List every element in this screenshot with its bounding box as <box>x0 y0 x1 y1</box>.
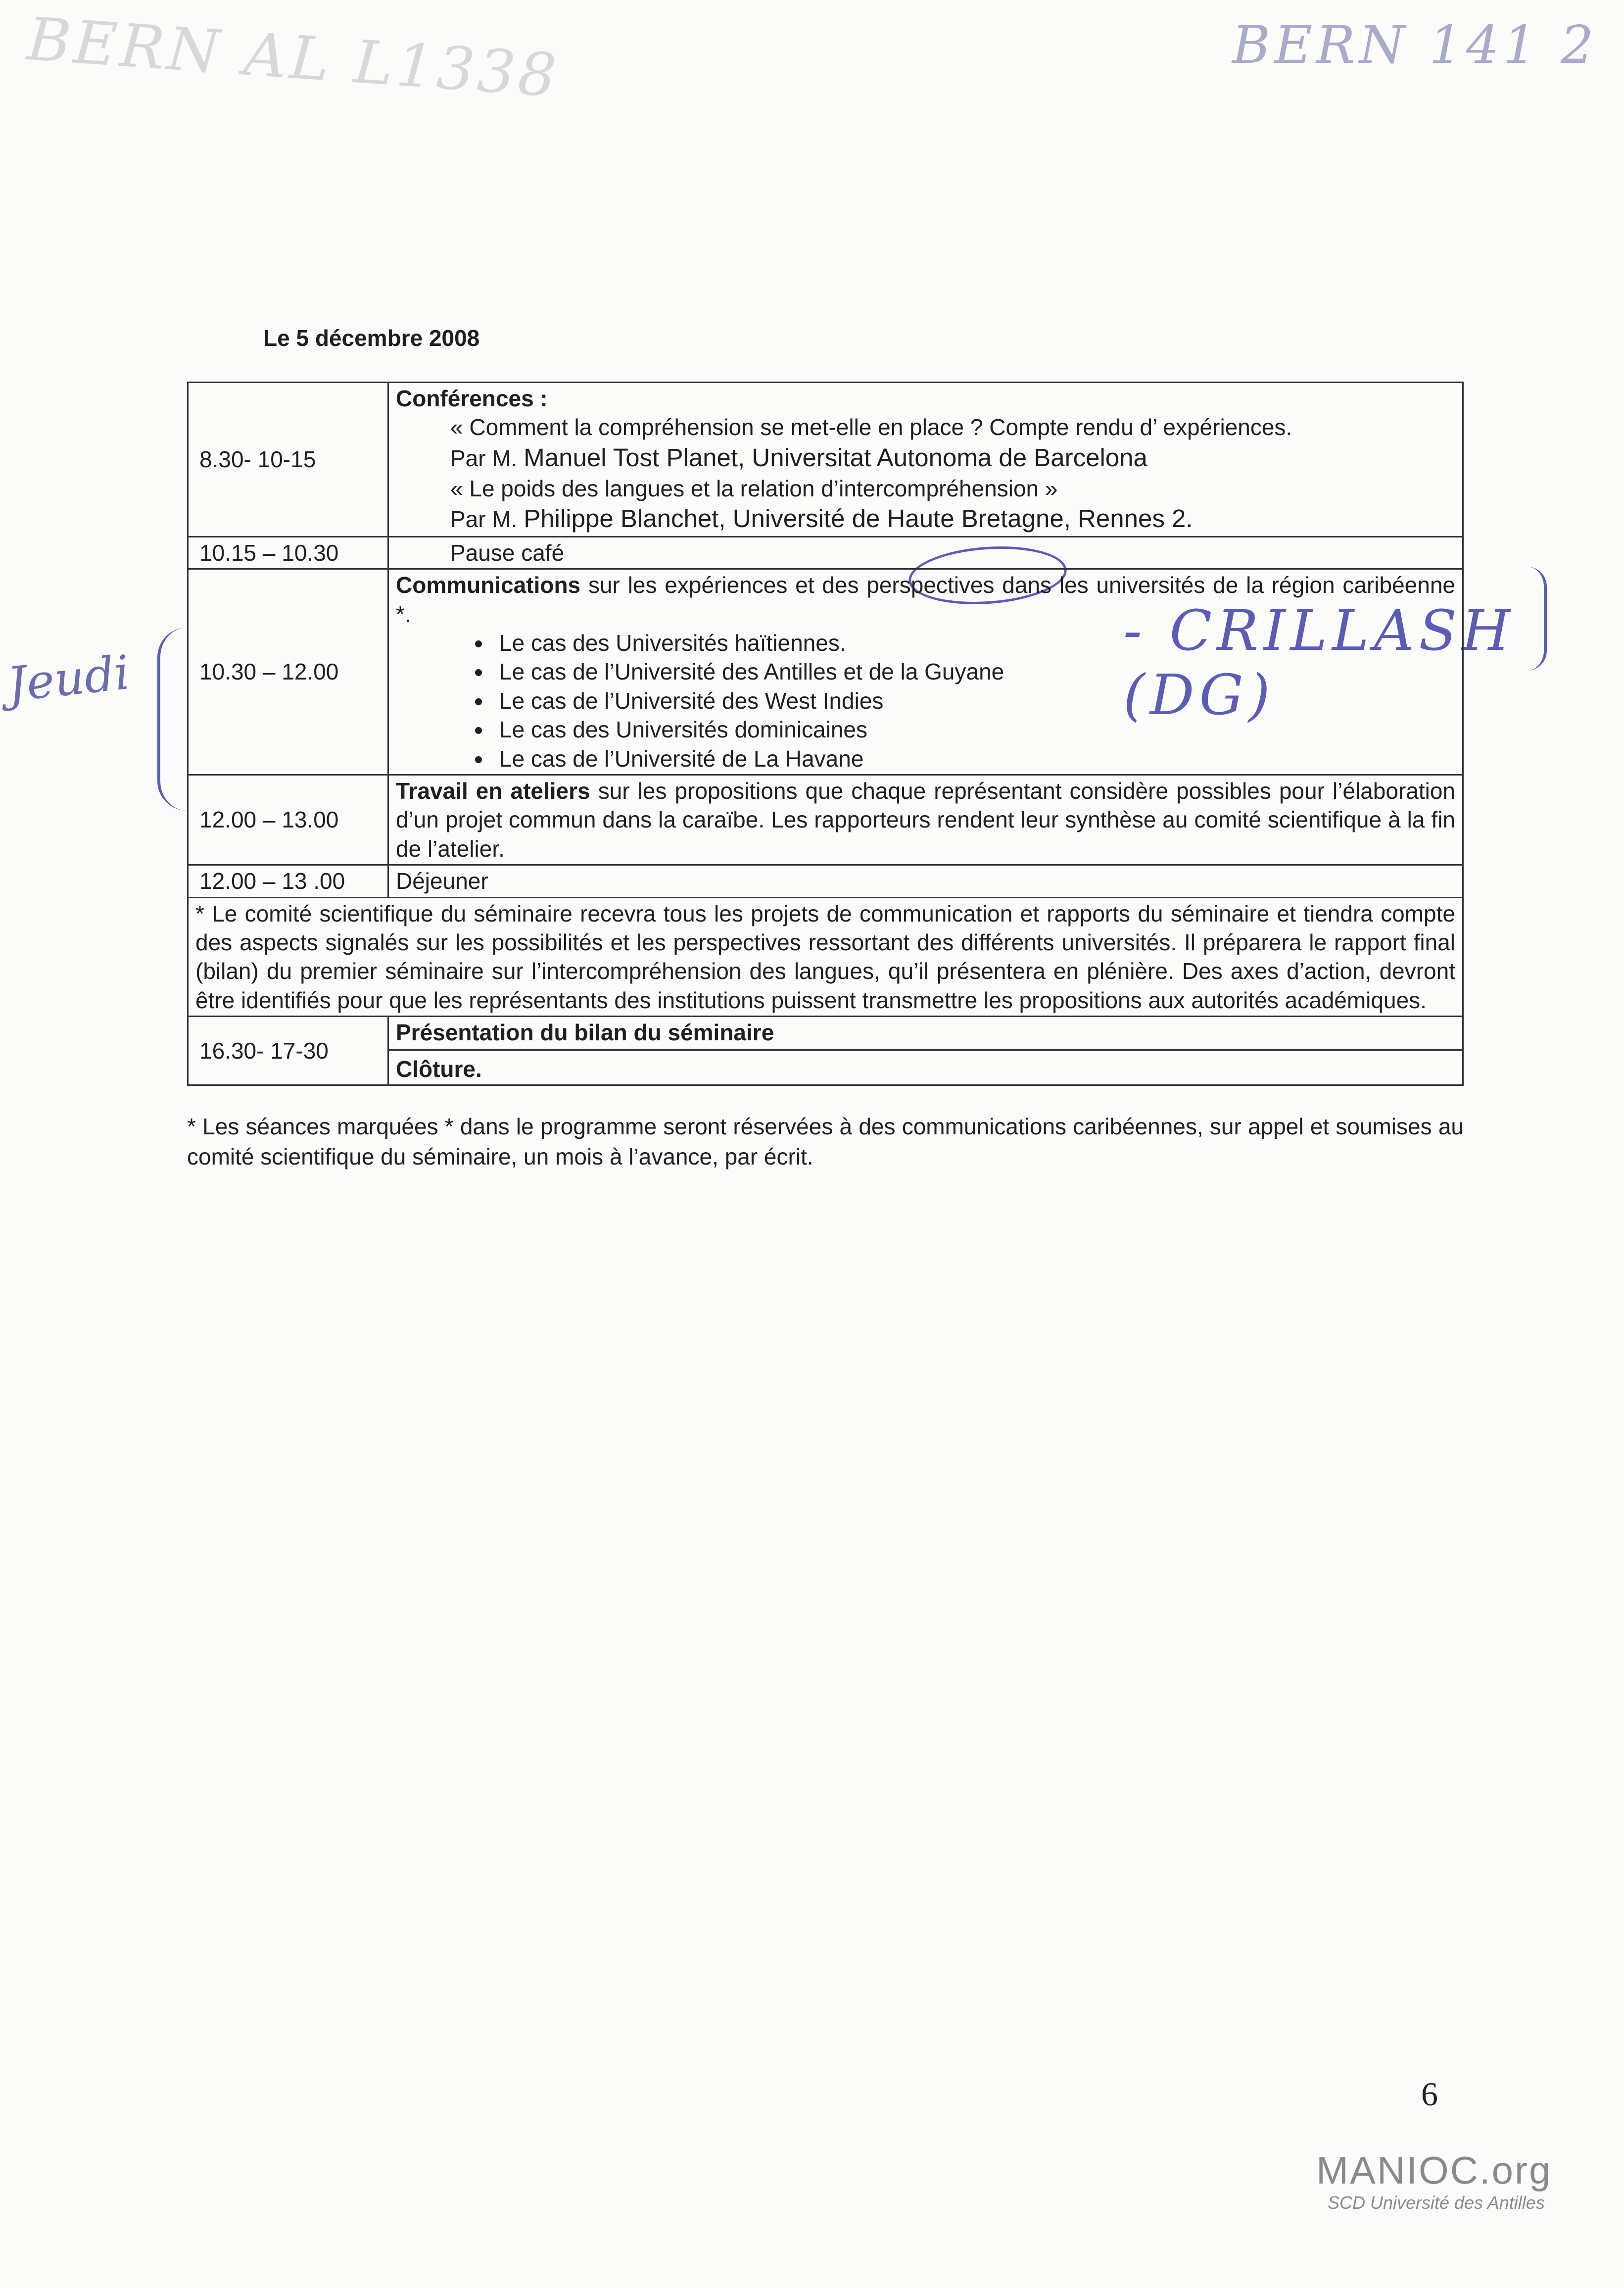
speaker-line <box>396 503 1455 535</box>
row-heading: Travail en ateliers <box>396 778 590 804</box>
list-item: • Le cas de l’Université des Antilles et de la Guyane <box>492 657 1455 686</box>
list-item: • Le cas de l’Université de La Havane <box>492 744 1455 773</box>
content-cell <box>388 775 1463 865</box>
table-row <box>188 536 1463 569</box>
table-row <box>188 775 1463 865</box>
table-row <box>188 897 1463 1017</box>
time-cell: 12.00 – 13 .00 <box>188 865 388 897</box>
table-row <box>188 1017 1463 1085</box>
communications-intro <box>396 571 1455 629</box>
speaker-prefix: Par M. <box>450 506 518 532</box>
page-title: Le 5 décembre 2008 <box>263 325 480 351</box>
closing-heading: Présentation du bilan du séminaire <box>396 1020 774 1046</box>
handwritten-bracket-left <box>157 628 190 811</box>
talk-title: « Le poids des langues et la relation d’intercompréhension » <box>450 475 1058 501</box>
content-cell <box>388 536 1463 569</box>
row-heading: Conférences : <box>396 386 548 411</box>
schedule-table <box>187 382 1464 1086</box>
speaker-prefix: Par M. <box>450 445 518 471</box>
handwritten-reference: BERN 141 2 <box>1232 15 1598 75</box>
time-cell: 10.30 – 12.00 <box>188 569 388 775</box>
content-cell <box>388 569 1463 775</box>
logo-subtitle: SCD Université des Antilles <box>1328 2192 1545 2213</box>
speaker-name: Philippe Blanchet, Université de Haute Bretagne, Rennes 2. <box>524 504 1193 533</box>
closing-label: Clôture. <box>389 1049 1462 1083</box>
table-row <box>188 865 1463 897</box>
handwritten-annotation: - CRILLASH (DG) <box>1123 599 1515 728</box>
content-cell <box>388 1017 1463 1085</box>
intro-text: sur les expériences et des perspectives dans les universités de la région caribéenne *. <box>396 572 1456 627</box>
handwritten-margin-note: Jeudi <box>5 645 132 713</box>
talk-title: « Comment la compréhension se met-elle en place ? Compte rendu d’ expériences. <box>450 414 1292 440</box>
list-item: • Le cas de l’Université des West Indies <box>492 686 1455 715</box>
time-cell: 16.30- 17-30 <box>188 1017 388 1085</box>
list-item: • Le cas des Universités haïtiennes. <box>492 629 1455 657</box>
handwritten-bracket-right <box>1524 567 1547 671</box>
content-cell <box>388 383 1463 537</box>
list-item: • Le cas des Universités dominicaines <box>492 715 1455 744</box>
footnote: * Les séances marquées * dans le programme seront réservées à des communications caribéennes, sur appel et soumises au comité scientifique du séminaire, un mois à l’avance, par écrit. <box>187 1114 1464 1169</box>
page-number: 6 <box>1421 2075 1438 2113</box>
table-row <box>188 569 1463 775</box>
faint-handwritten-reference: BERN AL L1338 <box>25 5 562 111</box>
manioc-logo: MANIOC.org <box>1316 2148 1552 2192</box>
time-cell: 10.15 – 10.30 <box>188 536 388 569</box>
content-cell: Déjeuner <box>388 865 1463 897</box>
break-label: Pause café <box>450 539 565 566</box>
time-cell: 8.30- 10-15 <box>188 383 388 537</box>
time-cell: 12.00 – 13.00 <box>188 775 388 865</box>
table-row <box>188 383 1463 537</box>
workshop-text: sur les propositions que chaque représentant considère possibles pour l’élaboration d’un projet commun dans la caraïbe. Les rapporteurs rendent leur synthèse au comité scientifique à la fin de l’atelier. <box>396 778 1456 862</box>
speaker-name: Manuel Tost Planet, Universitat Autonoma de Barcelona <box>524 443 1147 472</box>
case-list <box>396 629 1455 773</box>
row-heading: Communications <box>396 572 581 598</box>
speaker-line <box>396 442 1455 474</box>
committee-note: * Le comité scientifique du séminaire recevra tous les projets de communication et rapports du séminaire et tiendra compte des aspects signalés sur les possibilités et les perspectives ressortant des différents universités. Il préparera le rapport final (bilan) du premier séminaire sur l’intercompréhension des langues, qu’il présentera en plénière. Des axes d’action, devront être identifiés pour que les représentants des institutions puissent transmettre les propositions aux autorités académiques. <box>188 897 1463 1017</box>
